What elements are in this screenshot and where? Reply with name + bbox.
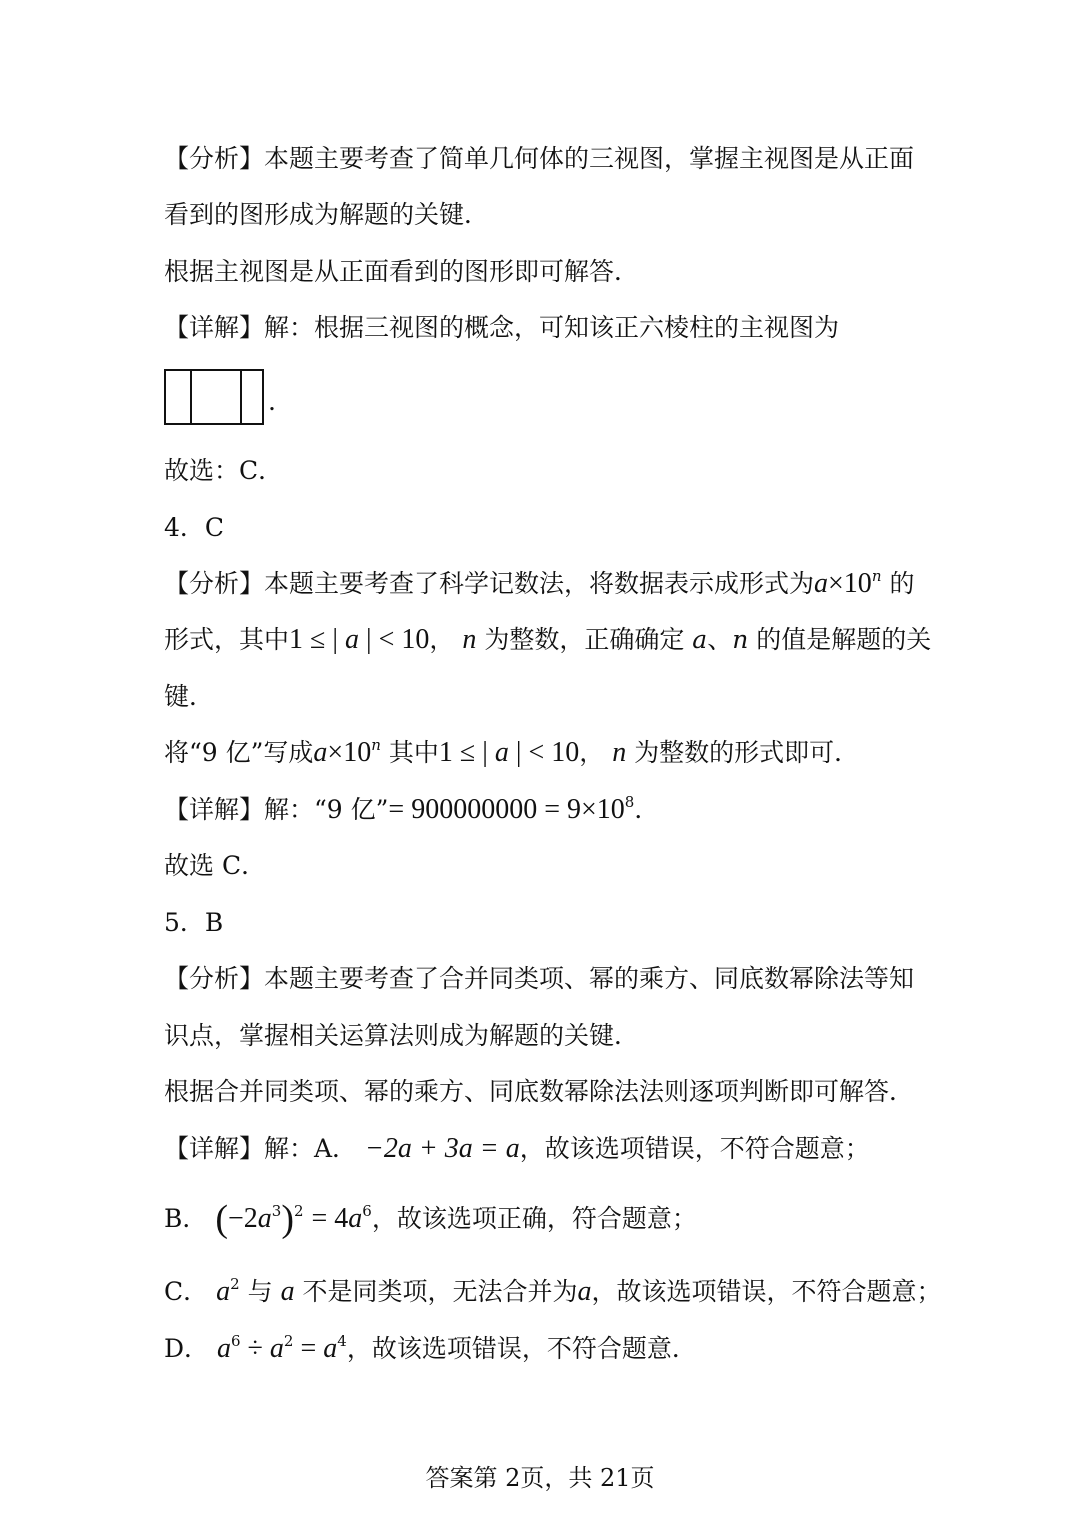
- q4-analysis-line3: 键．: [164, 682, 215, 711]
- q5-heading: 5．B: [164, 908, 224, 937]
- q3-analysis-line1: 【分析】本题主要考查了简单几何体的三视图，掌握主视图是从正面: [164, 144, 915, 173]
- q4-heading: 4．C: [164, 513, 225, 542]
- text: 与: [247, 1277, 273, 1306]
- q3-detail: 【详解】解：根据三视图的概念，可知该正六棱柱的主视图为: [164, 313, 840, 342]
- q4-analysis-line2: 形式，其中1 ≤ | a | < 10， n 为整数，正确确定 a、n 的值是解题的关: [164, 624, 932, 655]
- text: 【详解】解：A．: [164, 1134, 358, 1163]
- text: ，故该选项错误，不符合题意；: [591, 1277, 942, 1306]
- text: ，: [579, 738, 605, 767]
- text: 将“9 亿”写成: [164, 738, 314, 767]
- text: 【分析】本题主要考查了科学记数法，将数据表示成形式为: [164, 569, 815, 598]
- text: ，故该选项正确，符合题意；: [371, 1204, 697, 1233]
- q4-choice: 故选 C．: [164, 851, 267, 880]
- text: ，故该选项错误，不符合题意；: [519, 1134, 870, 1163]
- text: D．: [164, 1334, 210, 1363]
- text: C．: [164, 1277, 209, 1306]
- hexagonal-prism-front-view-figure: [164, 369, 264, 425]
- q5-option-c: C． $a^2$ 与 a 不是同类项，无法合并为a，故该选项错误，不符合题意；: [164, 1275, 942, 1307]
- text: 形式，其中: [164, 625, 290, 654]
- q5-analysis-line2: 识点，掌握相关运算法则成为解题的关键．: [164, 1021, 640, 1050]
- text: 不是同类项，无法合并为: [302, 1277, 578, 1306]
- text: 的值是解题的关: [756, 625, 932, 654]
- front-view-edge: [190, 371, 192, 423]
- text: 【详解】解：“9 亿”: [164, 795, 389, 824]
- text: 为整数，正确确定: [484, 625, 685, 654]
- text: 其中: [388, 738, 439, 767]
- q4-method: 将“9 亿”写成$a\times 10^n$ 其中1 ≤ | a | < 10， n 为整数的形式即可．: [164, 736, 860, 768]
- exponent: 8: [624, 793, 635, 811]
- text: ，: [429, 625, 455, 654]
- page-footer: 答案第 2页，共 21页: [425, 1464, 655, 1492]
- q5-option-a: [164, 1134, 870, 1164]
- text: 为整数的形式即可．: [634, 738, 860, 767]
- text: ，故该选项错误，不符合题意．: [346, 1334, 697, 1363]
- q5-option-b: B． $(-2a^3)^2 = 4a^6$，故该选项正确，符合题意；: [164, 1198, 697, 1240]
- text: ．: [634, 795, 660, 824]
- q4-detail: [164, 795, 659, 825]
- q3-analysis-line2: 看到的图形成为解题的关键．: [164, 200, 490, 229]
- text: 的: [889, 569, 915, 598]
- q4-analysis-line1: 【分析】本题主要考查了科学记数法，将数据表示成形式为$a\times 10^n$ 的: [164, 567, 915, 599]
- math: = 900000000 = 9×10: [388, 794, 625, 825]
- q5-analysis-line1: 【分析】本题主要考查了合并同类项、幂的乘方、同底数幂除法等知: [164, 964, 915, 993]
- figure-period: .: [268, 387, 276, 416]
- math: −2a + 3a = a: [365, 1133, 520, 1164]
- q3-method: 根据主视图是从正面看到的图形即可解答．: [164, 257, 640, 286]
- front-view-edge: [240, 371, 242, 423]
- q5-method: 根据合并同类项、幂的乘方、同底数幂除法法则逐项判断即可解答．: [164, 1077, 915, 1106]
- q5-option-d: D． $a^6 \div a^2 = a^4$，故该选项错误，不符合题意．: [164, 1332, 697, 1364]
- q3-choice: 故选：C．: [164, 456, 284, 485]
- text: B．: [164, 1204, 208, 1233]
